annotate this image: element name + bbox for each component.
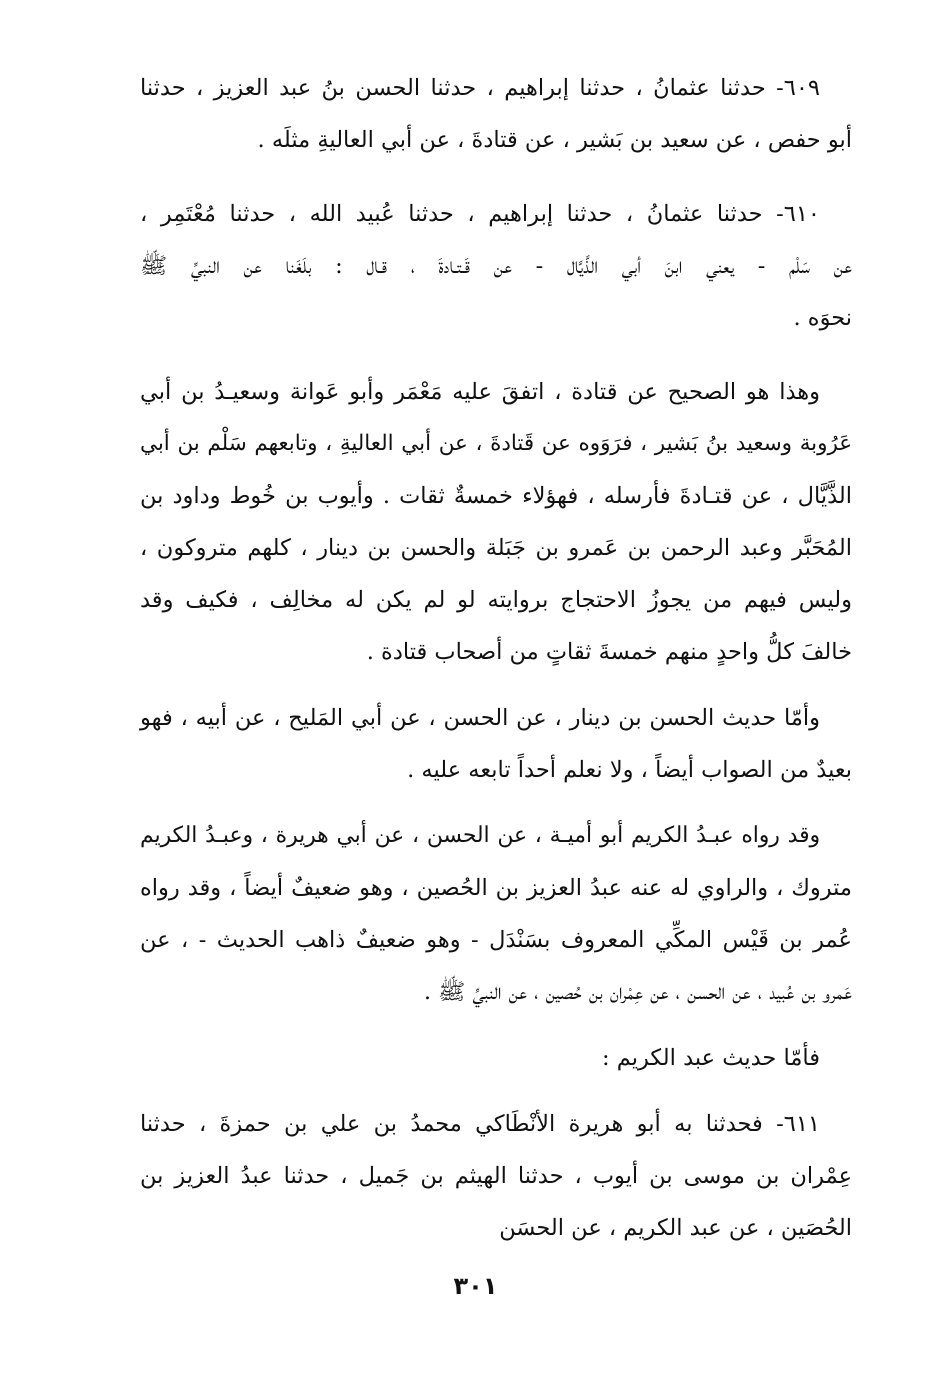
- page-body: [140, 62, 852, 1268]
- text-line: المُحَبَّر وعبد الرحمن بن عَمرو بن جَبَلة والحسن بن دينار ، كلهم متروكون ،: [140, 535, 852, 561]
- text-line: ٦١٠- حدثنا عثمانُ ، حدثنا إبراهيم ، حدثنا عُبيد الله ، حدثنا مُعْتَمِر ،: [140, 201, 820, 227]
- text-line: عُمر بن قَيْس المكِّي المعروف بسَنْدَل - وهو ضعيفٌ ذاهب الحديث - ، عن: [140, 927, 852, 953]
- text-line: ٦٠٩- حدثنا عثمانُ ، حدثنا إبراهيم ، حدثنا الحسن بنُ عبد العزيز ، حدثنا: [140, 75, 820, 101]
- text-line: نحوَه .: [793, 305, 852, 331]
- text-line: الذَّيَّال ، عن قتـادةَ فأرسله ، فهؤلاء خمسةٌ ثقات . وأيوب بن خُوط وداود بن: [140, 483, 852, 509]
- hadith-610-paragraph: [140, 188, 852, 344]
- section-heading-paragraph: [140, 1032, 852, 1084]
- text-line: عِمْران بن موسى بن أيوب ، حدثنا الهيثم بن جَميل ، حدثنا عبدُ العزيز بن: [140, 1163, 852, 1189]
- commentary-paragraph: [140, 692, 852, 796]
- text-line: أبو حفص ، عن سعيد بن بَشير ، عن قتادةَ ، عن أبي العاليةِ مثلَه .: [257, 127, 852, 153]
- hadith-609-paragraph: [140, 62, 852, 166]
- text-line: فأمّا حديث عبد الكريم :: [602, 1045, 820, 1071]
- commentary-paragraph: [140, 366, 852, 678]
- text-line: عن سَلْم - يعني ابنَ أبي الذَّيَّال - عن قَـتـادةَ ، قـال : بلَغَنا عن النبيِّ ﷺ: [140, 253, 852, 279]
- text-line: عَمرو بن عُبيد ، عن الحسن ، عن عِمْران بن حُصين ، عن النبيِّ ﷺ .: [423, 979, 852, 1005]
- text-line: متروك ، والراوي له عنه عبدُ العزيز بن الحُصين ، وهو ضعيفٌ أيضاً ، وقد رواه: [140, 875, 852, 901]
- commentary-paragraph: [140, 810, 852, 1018]
- text-line: ٦١١- فحدثنا به أبو هريرة الأنْطَاكي محمدُ بن علي بن حمزةَ ، حدثنا: [140, 1111, 820, 1137]
- text-line: وأمّا حديث الحسن بن دينار ، عن الحسن ، عن أبي المَليح ، عن أبيه ، فهو: [140, 705, 820, 731]
- hadith-611-paragraph: [140, 1098, 852, 1254]
- page-number: ٣٠١: [453, 1272, 498, 1300]
- text-line: وقد رواه عبـدُ الكريم أبو أميـة ، عن الحسن ، عن أبي هريرة ، وعبـدُ الكريم: [140, 823, 820, 848]
- text-line: بعيدٌ من الصواب أيضاً ، ولا نعلم أحداً تابعه عليه .: [407, 757, 852, 783]
- text-line: خالفَ كلُّ واحدٍ منهم خمسةَ ثقاتٍ من أصحاب قتادة .: [366, 639, 852, 665]
- text-line: وهذا هو الصحيح عن قتادة ، اتفقَ عليه مَعْمَر وأبو عَوانة وسعيـدُ بن أبي: [140, 379, 820, 405]
- text-line: وليس فيهم من يجوزُ الاحتجاج بروايته لو لم يكن له مخالِف ، فكيف وقد: [140, 587, 852, 613]
- text-line: عَرُوبة وسعيد بنُ بَشير ، فرَوَوه عن قَتادةَ ، عن أبي العاليةِ ، وتابعهم سَلْم بن أبي: [140, 431, 852, 456]
- text-line: الحُصَين ، عن عبد الكريم ، عن الحسَن: [499, 1215, 852, 1241]
